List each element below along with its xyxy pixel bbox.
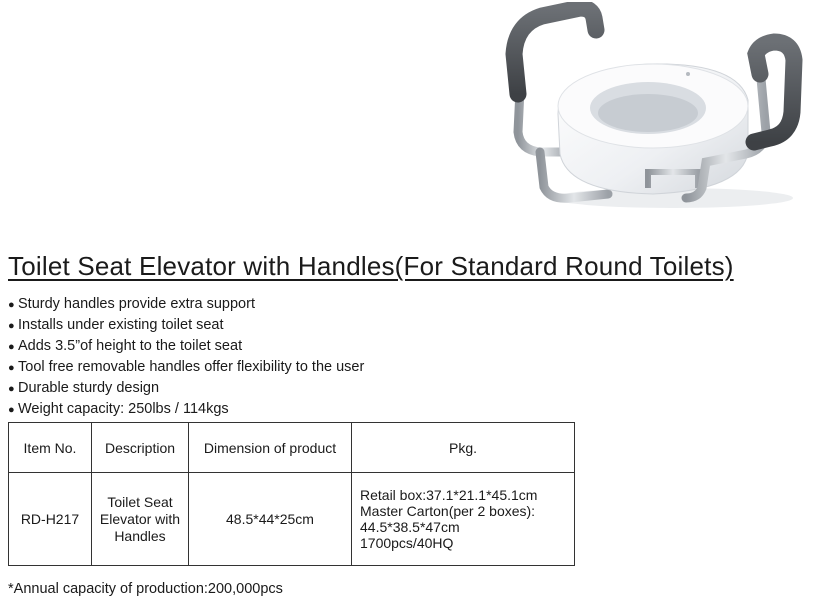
seat-hole-inner [598, 94, 698, 132]
bullet-icon: ● [8, 299, 15, 311]
product-image [498, 2, 810, 214]
bullet-icon: ● [8, 383, 15, 395]
feature-text: Sturdy handles provide extra support [18, 296, 255, 312]
header-description: Description [92, 423, 189, 473]
feature-text: Installs under existing toilet seat [18, 317, 224, 333]
bullet-icon: ● [8, 341, 15, 353]
production-footnote: *Annual capacity of production:200,000pcs [8, 581, 283, 597]
feature-item [8, 399, 364, 420]
cell-dimension: 48.5*44*25cm [189, 473, 352, 566]
feature-item [8, 336, 364, 357]
seat-bolt [686, 72, 690, 76]
pkg-line: 1700pcs/40HQ [360, 535, 454, 551]
bullet-icon: ● [8, 362, 15, 374]
description-line: Elevator with [99, 510, 181, 527]
table-header-row [9, 423, 575, 473]
bullet-icon: ● [8, 320, 15, 332]
header-pkg: Pkg. [352, 423, 575, 473]
product-title: Toilet Seat Elevator with Handles(For Standard Round Toilets) [8, 251, 734, 281]
feature-text: Weight capacity: 250lbs / 114kgs [18, 401, 229, 417]
cell-pkg [352, 473, 575, 566]
feature-list [8, 294, 364, 420]
feature-item [8, 378, 364, 399]
pkg-line: Master Carton(per 2 boxes): [360, 503, 536, 519]
feature-text: Adds 3.5”of height to the toilet seat [18, 338, 243, 354]
description-line: Handles [114, 527, 166, 544]
pkg-line: 44.5*38.5*47cm [360, 519, 460, 535]
feature-text: Tool free removable handles offer flexibility to the user [18, 359, 365, 375]
feature-item [8, 315, 364, 336]
cell-description [92, 473, 189, 566]
table-row [9, 473, 575, 566]
header-item-no: Item No. [9, 423, 92, 473]
header-dimension: Dimension of product [189, 423, 352, 473]
description-line: Toilet Seat [107, 493, 173, 510]
pkg-line: Retail box:37.1*21.1*45.1cm [360, 487, 538, 503]
feature-item [8, 294, 364, 315]
spec-table [8, 422, 575, 566]
feature-text: Durable sturdy design [18, 380, 160, 396]
bullet-icon: ● [8, 404, 15, 416]
feature-item [8, 357, 364, 378]
cell-item-no: RD-H217 [9, 473, 92, 566]
